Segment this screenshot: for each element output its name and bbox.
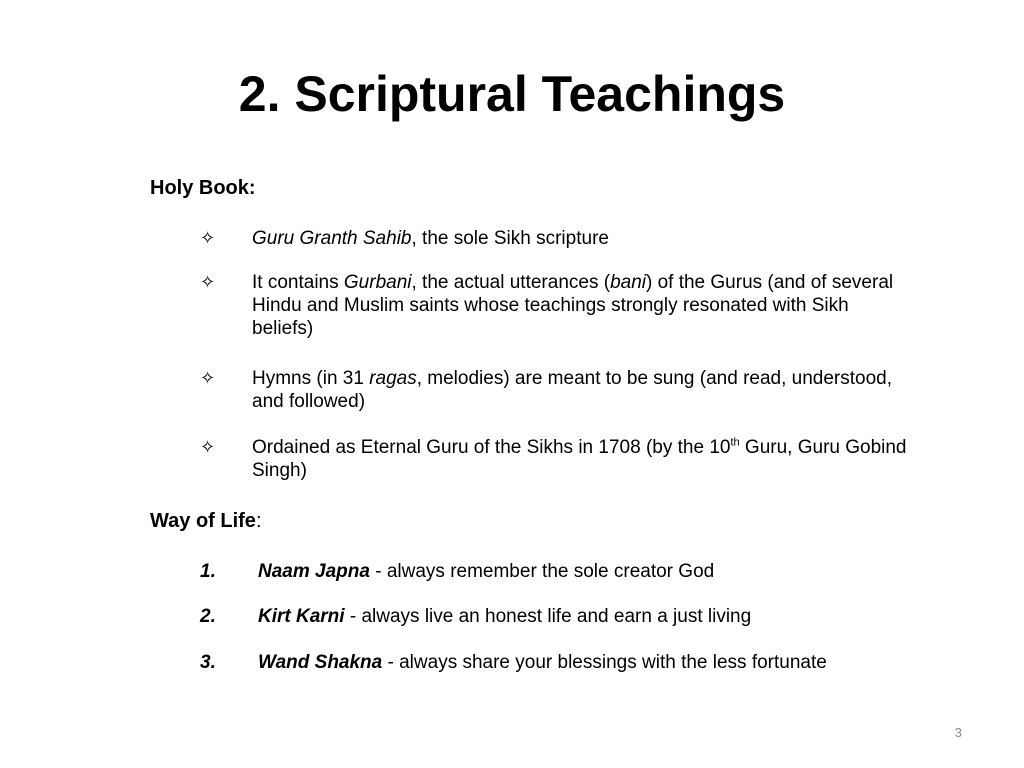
page-number: 3: [954, 725, 962, 740]
bullet-emphasis: Guru Granth Sahib: [252, 228, 412, 249]
bullet-text: [252, 227, 912, 250]
bullet-text-pre: Hymns (in 31: [252, 368, 370, 389]
bullet-text: [252, 367, 912, 413]
bullet-text-pre: Ordained as Eternal Guru of the Sikhs in 1708 (by the 10: [252, 437, 731, 458]
list-term: Kirt Karni: [258, 606, 345, 627]
ordinal-superscript: th: [730, 436, 740, 449]
four-point-star-icon: ✧: [200, 272, 216, 293]
bullet-emphasis: ragas: [369, 368, 417, 389]
slide-title: 2. Scriptural Teachings: [238, 66, 786, 122]
list-text: [258, 651, 827, 675]
list-text: [258, 560, 714, 584]
bullet-text-post: , melodies) are meant to be sung (and read, understood, and followed): [252, 368, 893, 412]
way-of-life-heading-colon: :: [255, 510, 262, 532]
four-point-star-icon: ✧: [200, 437, 216, 458]
list-desc: - always remember the sole creator God: [369, 561, 715, 582]
list-number: 2.: [200, 606, 216, 627]
bullet-emphasis: bani: [610, 272, 646, 293]
bullet-emphasis: Gurbani: [343, 272, 412, 293]
way-of-life-heading-text: Way of Life: [150, 510, 256, 532]
list-number: 1.: [200, 561, 216, 582]
bullet-text-rest: , the sole Sikh scripture: [411, 228, 609, 249]
list-desc: - always share your blessings with the less fortunate: [382, 652, 827, 673]
list-text: [258, 605, 751, 629]
bullet-text: [252, 271, 912, 340]
list-term: Naam Japna: [258, 561, 370, 582]
way-of-life-heading: [150, 508, 262, 534]
bullet-text-pre: It contains: [252, 272, 344, 293]
four-point-star-icon: ✧: [200, 228, 216, 249]
bullet-text-post: Guru, Guru Gobind Singh): [252, 437, 907, 481]
holy-book-heading: [150, 175, 256, 201]
four-point-star-icon: ✧: [200, 368, 216, 389]
list-term: Wand Shakna: [258, 652, 383, 673]
bullet-text-mid: , the actual utterances (: [411, 272, 611, 293]
bullet-text: [252, 436, 912, 482]
list-number: 3.: [200, 652, 216, 673]
list-desc: - always live an honest life and earn a just living: [344, 606, 752, 627]
bullet-text-post: ) of the Gurus (and of several Hindu and Muslim saints whose teachings strongly resonated with Sikh beliefs): [252, 272, 894, 339]
holy-book-heading-text: Holy Book:: [150, 177, 256, 199]
